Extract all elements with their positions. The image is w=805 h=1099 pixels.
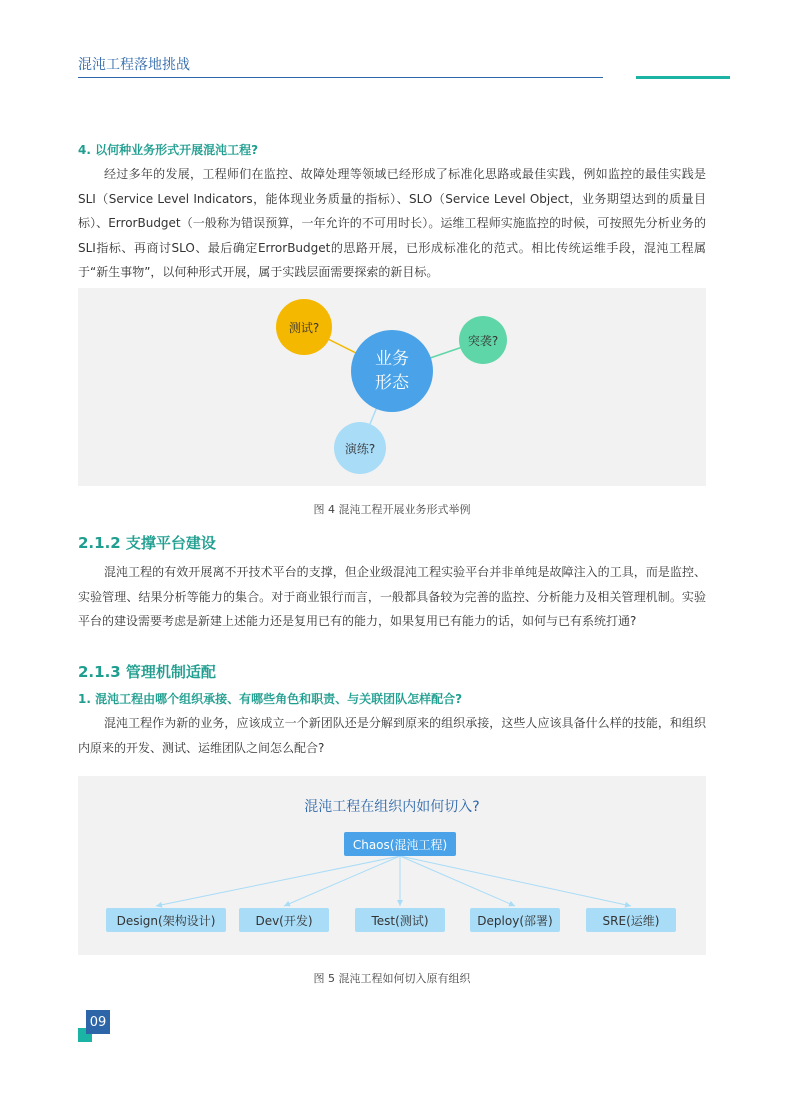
figure-4-caption: 图 4 混沌工程开展业务形式举例: [313, 503, 471, 516]
bubble-business-form: [351, 330, 433, 412]
bubble-business-form-line2: 形态: [375, 373, 409, 393]
bubble-business-form-line1: 业务: [375, 349, 409, 369]
leaf-box-sre: SRE(运维): [586, 908, 676, 932]
paragraph-organization: 混沌工程作为新的业务，应该成立一个新团队还是分解到原来的组织承接，这些人应该具备什么样的技能，和组织内原来的开发、测试、运维团队之间怎么配合?: [78, 716, 706, 755]
bubble-test: 测试?: [276, 299, 332, 355]
header-rule: [78, 77, 603, 78]
figure-5-caption: 图 5 混沌工程如何切入原有组织: [313, 972, 471, 985]
leaf-box-test: Test(测试): [355, 908, 445, 932]
leaf-box-deploy: Deploy(部署): [470, 908, 560, 932]
page-number: 09: [86, 1010, 110, 1034]
section-heading-2-1-2: 2.1.2 支撑平台建设: [78, 534, 216, 552]
chaos-root-box: Chaos(混沌工程): [344, 832, 456, 856]
paragraph-business-form: 经过多年的发展，工程师们在监控、故障处理等领域已经形成了标准化思路或最佳实践，例如监控的最佳实践是SLI（Service Level Indicators，能体现业务质量的指标）、SLO（Service Level Object，业务期望达到的质量目标）、ErrorBudget（一般称为错误预算，一年允许的不可用时长）。运维工程师实施监控的时候，可按照先分析业务的SLI指标、再商讨SLO、最后确定ErrorBudget的思路开展，已形成标准化的范式。相比传统运维手段，混沌工程属于“新生事物”，以何种形式开展，属于实践层面需要探索的新目标。: [78, 167, 706, 279]
bubble-drill: 演练?: [334, 422, 386, 474]
header-accent-bar: [636, 76, 730, 79]
leaf-box-design: Design(架构设计): [106, 908, 226, 932]
question-heading-1: 1. 混沌工程由哪个组织承接、有哪些角色和职责、与关联团队怎样配合?: [78, 692, 463, 706]
figure-5-title: 混沌工程在组织内如何切入?: [304, 799, 480, 815]
figure-4-business-forms: [78, 288, 706, 486]
figure-5-org-diagram: [78, 776, 706, 955]
bubble-raid: 突袭?: [459, 316, 507, 364]
question-heading-4: 4. 以何种业务形式开展混沌工程?: [78, 143, 259, 157]
section-heading-2-1-3: 2.1.3 管理机制适配: [78, 663, 216, 681]
paragraph-platform: 混沌工程的有效开展离不开技术平台的支撑，但企业级混沌工程实验平台并非单纯是故障注入的工具，而是监控、实验管理、结果分析等能力的集合。对于商业银行而言，一般都具备较为完善的监控、分析能力及相关管理机制。实验平台的建设需要考虑是新建上述能力还是复用已有的能力，如果复用已有能力的话，如何与已有系统打通?: [78, 565, 706, 628]
leaf-box-dev: Dev(开发): [239, 908, 329, 932]
running-header-title: 混沌工程落地挑战: [78, 57, 190, 73]
